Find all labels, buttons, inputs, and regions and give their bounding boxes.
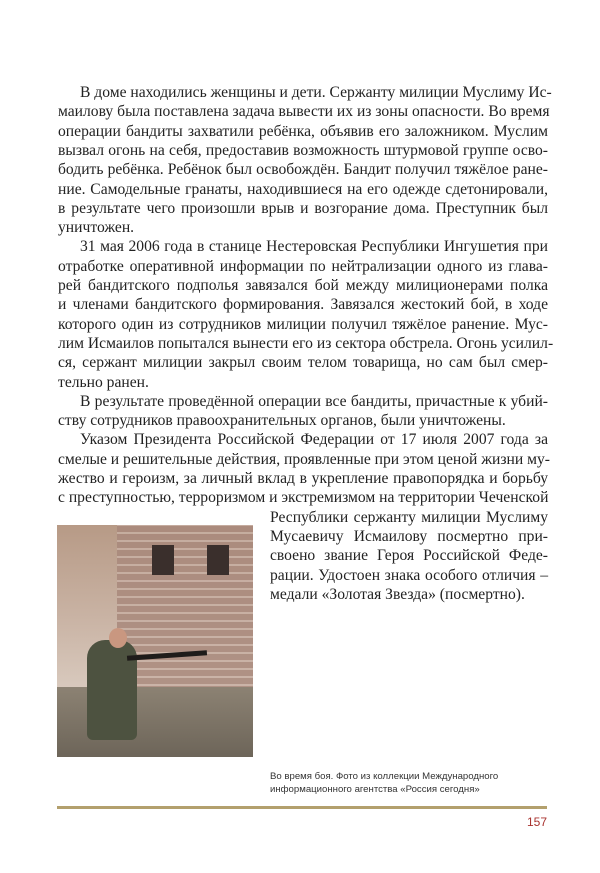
photo-caption-line: информационного агентства «Россия сегодня» xyxy=(270,784,480,795)
photo-soldier-in-battle xyxy=(57,525,253,757)
text-line: бодить ребёнка. Ребёнок был освобождён. Бандит получил тяжёлое ране- xyxy=(58,161,548,179)
page-number: 157 xyxy=(526,815,547,829)
text-line: Республики сержанту милиции Муслиму xyxy=(270,508,548,526)
text-line: тельно ранен. xyxy=(58,373,149,391)
text-line: операции бандиты захватили ребёнка, объявив его заложником. Муслим xyxy=(58,122,548,140)
brick-wall xyxy=(117,525,253,700)
text-line: Указом Президента Российской Федерации от 17 июля 2007 года за xyxy=(80,431,548,449)
text-line: и членами бандитского формирования. Завязался жестокий бой, в ходе xyxy=(58,296,548,314)
text-line: отработке оперативной информации по нейтрализации одного из глава- xyxy=(58,257,548,275)
photo-caption-line: Во время боя. Фото из коллекции Международного xyxy=(270,771,499,782)
text-line: рей бандитского подполья завязался бой между милиционерами полка xyxy=(58,277,548,294)
text-line: ние. Самодельные гранаты, находившиеся на его одежде сдетонировали, xyxy=(58,180,548,198)
text-line: в результате чего произошли врыв и возгорание дома. Преступник был xyxy=(58,199,548,217)
text-line: смелые и решительные действия, проявленные при этом ценой жизни му- xyxy=(58,450,550,468)
text-line: своено звание Героя Российской Феде- xyxy=(270,547,548,565)
text-line: Мусаевичу Исмаилову посмертно при- xyxy=(270,527,548,545)
window xyxy=(207,545,229,575)
text-line: ству сотрудников правоохранительных органов, были уничтожены. xyxy=(58,412,506,430)
text-line: В доме находились женщины и дети. Сержанту милиции Муслиму Ис- xyxy=(80,84,552,101)
text-line: ся, сержант милиции закрыл своим телом товарища, но сам был смер- xyxy=(58,354,548,372)
window xyxy=(152,545,174,575)
text-line: В результате проведённой операции все бандиты, причастные к убий- xyxy=(80,392,548,410)
footer-rule xyxy=(57,806,547,809)
text-line: медали «Золотая Звезда» (посмертно). xyxy=(270,585,525,603)
text-line: маилову была поставлена задача вывести их из зоны опасности. Во время xyxy=(58,103,550,121)
text-line: которого один из сотрудников милиции получил тяжёлое ранение. Мус- xyxy=(58,315,548,333)
soldier-head xyxy=(109,628,127,648)
text-line: уничтожен. xyxy=(58,219,135,237)
text-line: с преступностью, терроризмом и экстремизмом на территории Чеченской xyxy=(58,489,549,507)
text-line: жество и героизм, за личный вклад в укрепление правопорядка и борьбу xyxy=(58,470,548,487)
text-line: 31 мая 2006 года в станице Нестеровская Республики Ингушетия при xyxy=(80,238,548,256)
text-line: лим Исмаилов попытался вынести его из сектора обстрела. Огонь усилил- xyxy=(58,334,554,352)
text-line: вызвал огонь на себя, предоставив возможность штурмовой группе осво- xyxy=(58,141,548,159)
text-line: рации. Удостоен знака особого отличия – xyxy=(270,566,548,584)
